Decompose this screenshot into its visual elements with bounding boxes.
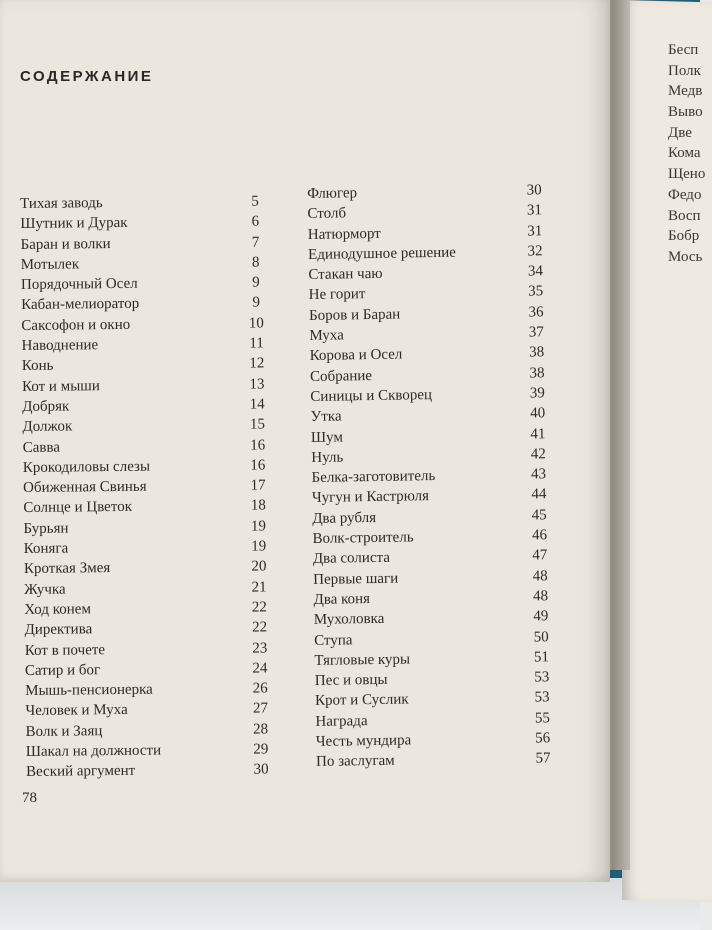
contents-entry xyxy=(26,719,281,742)
entry-title: Честь мундира xyxy=(315,732,412,750)
entry-title: Тихая заводь xyxy=(20,195,103,212)
entry-title: Крокодиловы слезы xyxy=(22,458,151,476)
entry-page-number: 17 xyxy=(250,477,266,494)
entry-page-number: 38 xyxy=(529,364,545,382)
entry-title: Ход конем xyxy=(24,601,91,618)
entry-page-number: 40 xyxy=(530,405,546,422)
contents-entry xyxy=(24,577,279,600)
entry-title: Директива xyxy=(24,621,93,639)
entry-page-number: 53 xyxy=(534,689,550,706)
entry-title: Мухоловка xyxy=(313,611,385,629)
entry-title: Кот в почете xyxy=(24,641,106,659)
entry-page-number: 42 xyxy=(530,446,546,463)
contents-entry xyxy=(21,273,276,296)
contents-entry xyxy=(24,618,279,641)
facing-page-line: Федо xyxy=(668,186,702,203)
entry-page-number: 45 xyxy=(531,507,547,524)
entry-page-number: 19 xyxy=(250,518,267,535)
entry-title: Бурьян xyxy=(23,520,69,537)
entry-title: Ступа xyxy=(314,631,353,649)
entry-title: Синицы и Скворец xyxy=(310,387,433,405)
contents-entry xyxy=(20,232,275,255)
entry-title: Мотылек xyxy=(20,256,80,273)
entry-page-number: 14 xyxy=(249,396,265,413)
entry-title: Столб xyxy=(307,205,347,223)
entry-page-number: 16 xyxy=(250,437,266,454)
entry-page-number: 38 xyxy=(529,344,545,361)
entry-page-number: 7 xyxy=(251,234,260,251)
entry-title: Обиженная Свинья xyxy=(22,478,147,497)
entry-page-number: 19 xyxy=(251,538,267,555)
contents-entry xyxy=(24,557,279,580)
entry-page-number: 47 xyxy=(532,547,548,564)
entry-title: Боров и Баран xyxy=(308,306,401,324)
contents-entry xyxy=(25,658,280,681)
entry-title: Два рубля xyxy=(312,509,377,527)
entry-page-number: 35 xyxy=(528,283,544,301)
contents-entry xyxy=(21,333,276,356)
entry-title: Порядочный Осел xyxy=(20,275,138,294)
entry-title: Жучка xyxy=(24,581,66,598)
entry-title: Нуль xyxy=(311,449,344,466)
entry-page-number: 6 xyxy=(251,213,260,230)
facing-page-line: Выво xyxy=(668,104,703,121)
contents-entry xyxy=(21,293,276,316)
entry-page-number: 32 xyxy=(527,243,543,260)
entry-page-number: 11 xyxy=(249,335,264,352)
entry-page-number: 23 xyxy=(252,639,268,657)
contents-entry xyxy=(22,374,277,397)
contents-entry xyxy=(26,760,281,783)
contents-heading: СОДЕРЖАНИЕ xyxy=(20,68,154,85)
contents-entry xyxy=(22,415,277,438)
entry-title: Тягловые куры xyxy=(314,651,411,669)
entry-title: Корова и Осел xyxy=(309,346,403,365)
entry-title: Крот и Суслик xyxy=(315,691,409,710)
entry-page-number: 30 xyxy=(526,182,542,199)
entry-page-number: 55 xyxy=(534,709,551,727)
entry-title: Пес и овцы xyxy=(314,671,388,690)
entry-page-number: 30 xyxy=(253,761,269,778)
contents-left-column xyxy=(20,191,281,782)
entry-title: Кроткая Змея xyxy=(23,560,111,578)
entry-page-number: 29 xyxy=(253,741,269,758)
contents-entry xyxy=(20,191,275,214)
facing-page-line: Медв xyxy=(668,83,703,100)
facing-page-line: Щено xyxy=(668,166,706,183)
entry-page-number: 36 xyxy=(528,304,544,321)
entry-title: Саксофон и окно xyxy=(21,316,131,334)
contents-entry xyxy=(24,536,279,559)
contents-entry xyxy=(21,313,276,336)
entry-title: Наводнение xyxy=(21,337,99,355)
entry-title: Собрание xyxy=(309,367,373,385)
entry-title: Два солиста xyxy=(312,550,391,568)
entry-title: Добряк xyxy=(22,398,70,415)
contents-entry xyxy=(24,597,279,620)
entry-page-number: 57 xyxy=(535,750,551,767)
entry-title: Конь xyxy=(21,358,54,375)
entry-title: Волк и Заяц xyxy=(25,722,103,740)
entry-page-number: 5 xyxy=(251,193,259,210)
contents-entry xyxy=(26,739,281,762)
entry-page-number: 16 xyxy=(250,457,266,474)
entry-page-number: 22 xyxy=(251,619,268,636)
entry-title: Шакал на должности xyxy=(25,742,162,760)
entry-page-number: 10 xyxy=(248,315,264,332)
entry-page-number: 46 xyxy=(531,527,548,544)
contents-entry xyxy=(316,748,576,772)
entry-page-number: 37 xyxy=(528,324,544,341)
entry-page-number: 21 xyxy=(251,579,267,596)
entry-title: Чугун и Кастрюля xyxy=(311,488,430,507)
facing-page-line: Бобр xyxy=(668,228,700,245)
entry-title: Натюрморт xyxy=(307,225,381,243)
entry-title: Должок xyxy=(22,418,73,436)
contents-entry xyxy=(23,475,278,498)
contents-entry xyxy=(22,354,277,377)
contents-entry xyxy=(25,678,280,701)
entry-page-number: 12 xyxy=(249,355,265,372)
entry-title: Единодушное решение xyxy=(307,244,457,263)
entry-page-number: 49 xyxy=(533,608,549,625)
entry-page-number: 34 xyxy=(527,263,544,280)
table-surface xyxy=(0,878,700,930)
entry-page-number: 9 xyxy=(252,294,260,312)
entry-title: Шутник и Дурак xyxy=(20,215,128,233)
entry-title: Кабан-мелиоратор xyxy=(21,296,140,314)
entry-page-number: 56 xyxy=(535,730,551,747)
entry-title: Флюгер xyxy=(307,185,358,202)
facing-page-line: Восп xyxy=(668,207,701,224)
entry-title: Белка-заготовитель xyxy=(311,468,436,487)
entry-title: Первые шаги xyxy=(313,570,399,588)
entry-title: Стакан чаю xyxy=(308,266,383,284)
entry-title: Шум xyxy=(310,429,344,446)
entry-page-number: 24 xyxy=(252,660,268,677)
entry-page-number: 31 xyxy=(526,202,543,219)
entry-page-number: 44 xyxy=(531,486,547,503)
entry-page-number: 15 xyxy=(249,416,266,433)
entry-title: Два коня xyxy=(313,590,371,608)
entry-page-number: 9 xyxy=(252,274,260,291)
entry-title: Не горит xyxy=(308,286,366,304)
facing-page-line: Полк xyxy=(668,62,701,79)
entry-page-number: 41 xyxy=(530,425,546,443)
facing-page-line: Кома xyxy=(668,145,701,162)
entry-title: По заслугам xyxy=(315,753,395,771)
contents-right-column xyxy=(307,180,576,773)
contents-entry xyxy=(21,252,276,275)
entry-title: Солнце и Цветок xyxy=(23,499,133,517)
entry-title: Утка xyxy=(310,408,342,426)
entry-page-number: 48 xyxy=(532,588,549,605)
entry-page-number: 39 xyxy=(529,385,545,402)
entry-title: Кот и мыши xyxy=(21,377,100,395)
entry-page-number: 20 xyxy=(251,558,267,575)
entry-title: Коняга xyxy=(23,540,69,558)
entry-page-number: 27 xyxy=(252,700,268,718)
entry-page-number: 51 xyxy=(533,649,550,666)
contents-entry xyxy=(25,699,280,722)
entry-page-number: 8 xyxy=(251,254,260,271)
entry-page-number: 28 xyxy=(253,721,269,738)
entry-page-number: 53 xyxy=(534,669,550,686)
page-number: 78 xyxy=(22,790,37,806)
facing-page-line: Бесп xyxy=(668,42,699,58)
entry-page-number: 26 xyxy=(252,680,268,697)
entry-title: Волк-строитель xyxy=(312,529,414,548)
entry-title: Сатир и бог xyxy=(24,662,101,679)
entry-title: Мышь-пенсионерка xyxy=(25,681,153,700)
entry-title: Веский аргумент xyxy=(25,763,136,781)
facing-page-text xyxy=(668,40,708,268)
entry-title: Муха xyxy=(309,327,344,345)
contents-entry xyxy=(23,435,278,458)
facing-page-line: Мось xyxy=(668,248,703,265)
entry-title: Человек и Муха xyxy=(25,702,128,720)
entry-page-number: 13 xyxy=(249,376,265,393)
entry-page-number: 48 xyxy=(532,567,548,585)
contents-entry xyxy=(20,212,275,235)
contents-entry xyxy=(23,516,278,539)
entry-page-number: 50 xyxy=(533,628,549,646)
entry-page-number: 22 xyxy=(251,599,267,616)
entry-page-number: 43 xyxy=(530,466,547,483)
entry-title: Савва xyxy=(22,439,61,456)
contents-entry xyxy=(23,455,278,478)
entry-page-number: 31 xyxy=(527,222,543,240)
entry-page-number: 18 xyxy=(250,497,266,515)
contents-entry xyxy=(25,638,280,661)
entry-title: Баран и волки xyxy=(20,235,111,253)
entry-title: Награда xyxy=(315,712,368,730)
facing-page-line: Две xyxy=(668,124,692,141)
contents-entry xyxy=(23,496,278,519)
contents-entry xyxy=(22,394,277,417)
